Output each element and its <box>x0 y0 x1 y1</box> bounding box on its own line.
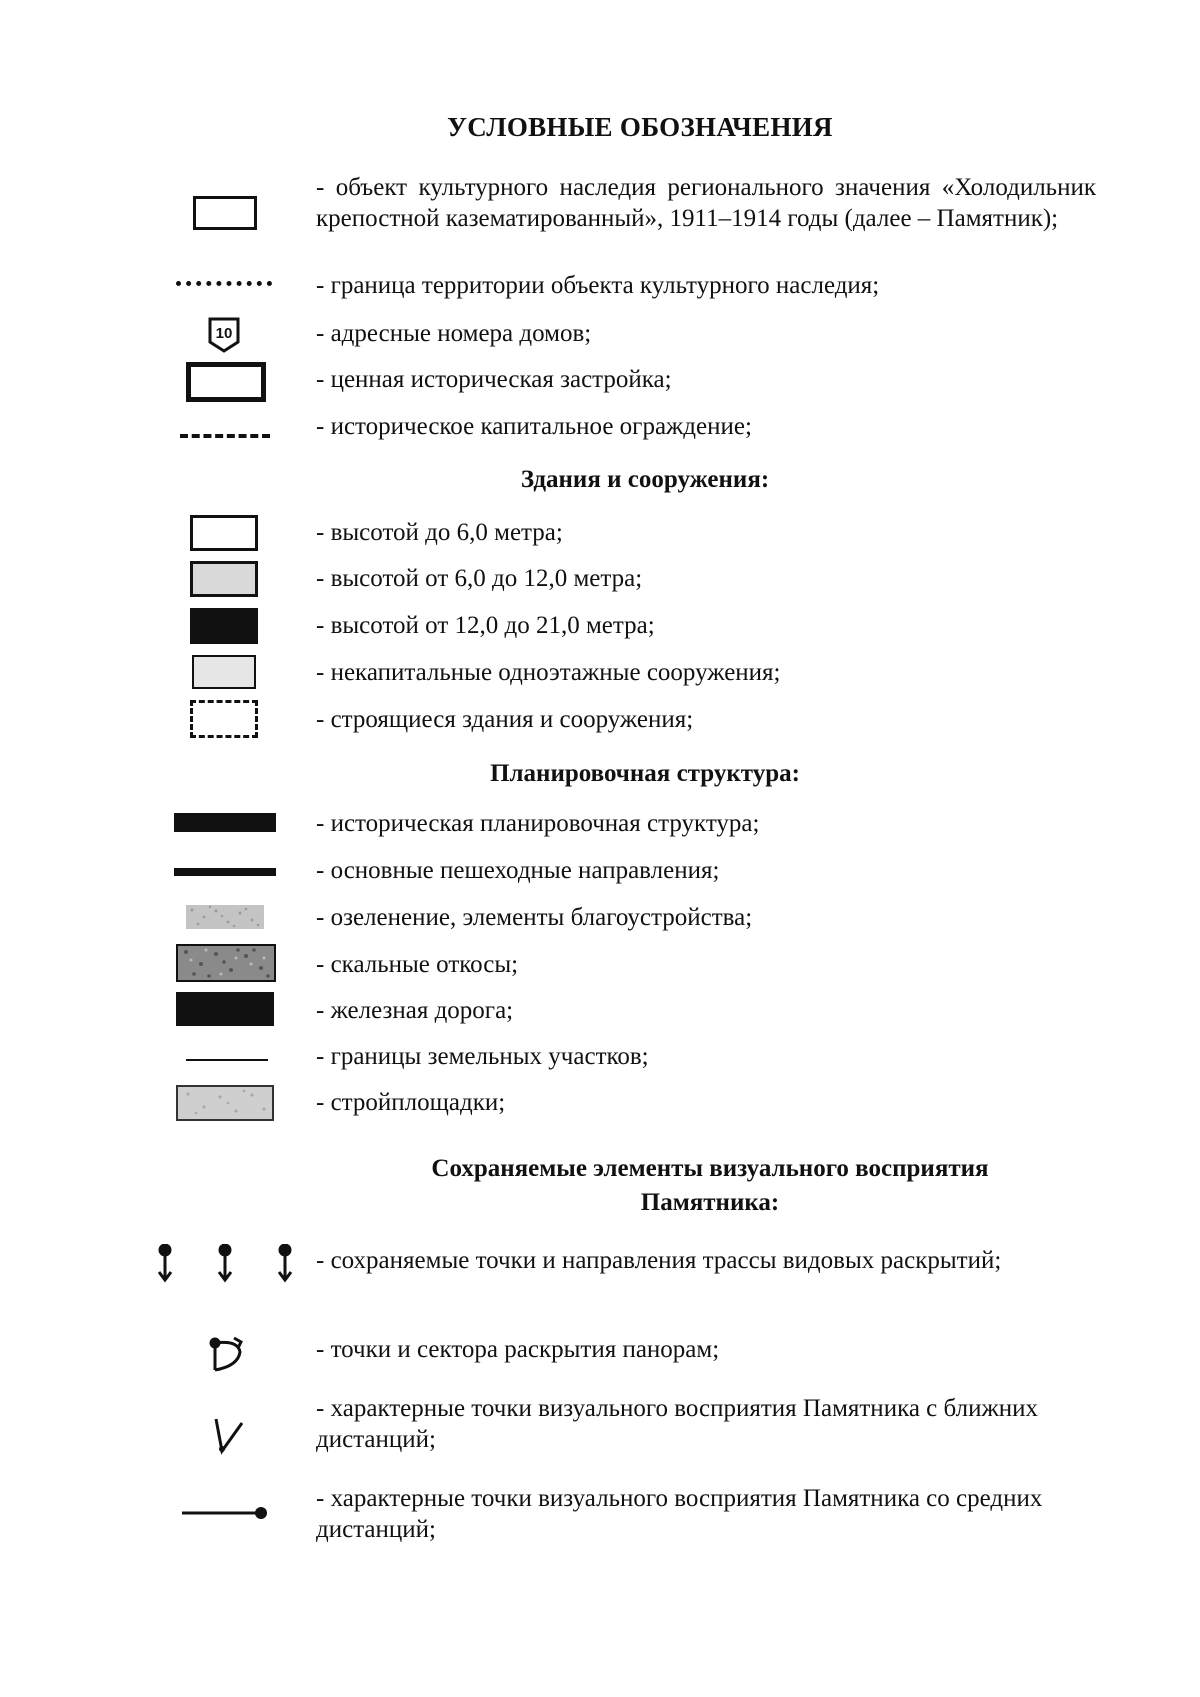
section-heading-planning: Планировочная структура: <box>490 760 800 787</box>
legend-text: - характерные точки визуального восприятия Памятника со средних дистанций; <box>316 1485 1043 1543</box>
house-number-badge: 10 <box>215 325 233 342</box>
legend-text: - строящиеся здания и сооружения; <box>316 706 694 733</box>
pale-building-icon <box>192 655 256 689</box>
legend-text: - характерные точки визуального восприятия Памятника с ближних дистанций; <box>316 1395 1039 1453</box>
white-building-icon <box>190 515 258 551</box>
legend-text: - объект культурного наследия регионального значения «Холодильник крепостной казематированный», 1911–1914 годы (далее – Памятник); <box>316 174 1096 232</box>
legend-text: - скальные откосы; <box>316 951 519 978</box>
legend-text: - основные пешеходные направления; <box>316 857 720 884</box>
legend-text: - ценная историческая застройка; <box>316 366 672 393</box>
dotted-boundary-line-icon <box>176 281 272 286</box>
medium-distance-point-icon <box>180 1503 270 1523</box>
legend-text: - границы земельных участков; <box>316 1043 649 1070</box>
thick-outline-rect-icon <box>186 362 266 402</box>
legend-text: - железная дорога; <box>316 997 514 1024</box>
legend-text: - стройплощадки; <box>316 1089 506 1116</box>
near-distance-point-icon <box>212 1415 246 1455</box>
dark-speckled-rect-icon <box>176 944 276 982</box>
object-outline-rect-icon <box>193 196 257 230</box>
thick-black-bar-icon <box>174 813 276 832</box>
legend-text: - историческая планировочная структура; <box>316 810 760 837</box>
black-rect-icon <box>176 992 274 1026</box>
legend-text: - точки и сектора раскрытия панорам; <box>316 1336 720 1363</box>
dashed-building-icon <box>190 700 258 738</box>
legend-text: - высотой от 6,0 до 12,0 метра; <box>316 565 643 592</box>
speckled-gray-patch-icon <box>186 905 264 929</box>
legend-text: - граница территории объекта культурного наследия; <box>316 272 880 299</box>
legend-text: - озеленение, элементы благоустройства; <box>316 904 753 931</box>
section-heading-visual <box>0 1152 1200 1220</box>
panorama-sector-icon <box>208 1334 248 1376</box>
black-line-icon <box>174 868 276 876</box>
gray-speckled-rect-icon <box>176 1085 274 1121</box>
legend-text: - сохраняемые точки и направления трассы видовых раскрытий; <box>316 1247 1002 1274</box>
black-building-icon <box>190 608 258 644</box>
section-heading-line-2: Памятника: <box>640 1189 780 1216</box>
legend-text: - высотой до 6,0 метра; <box>316 519 563 546</box>
page-title: УСЛОВНЫЕ ОБОЗНАЧЕНИЯ <box>447 112 833 142</box>
legend-text: - историческое капитальное ограждение; <box>316 413 752 440</box>
section-heading-buildings: Здания и сооружения: <box>520 466 770 493</box>
legend-text: - высотой от 12,0 до 21,0 метра; <box>316 612 655 639</box>
house-number-pentagon-icon <box>207 316 241 354</box>
section-heading-line-1: Сохраняемые элементы визуального восприятия <box>431 1155 989 1182</box>
dashed-fence-line-icon <box>180 434 270 438</box>
light-gray-building-icon <box>190 561 258 597</box>
legend-text: - адресные номера домов; <box>316 320 592 347</box>
legend-text: - некапитальные одноэтажные сооружения; <box>316 659 781 686</box>
view-direction-arrows-icon <box>150 1244 296 1284</box>
thin-line-icon <box>186 1059 268 1061</box>
